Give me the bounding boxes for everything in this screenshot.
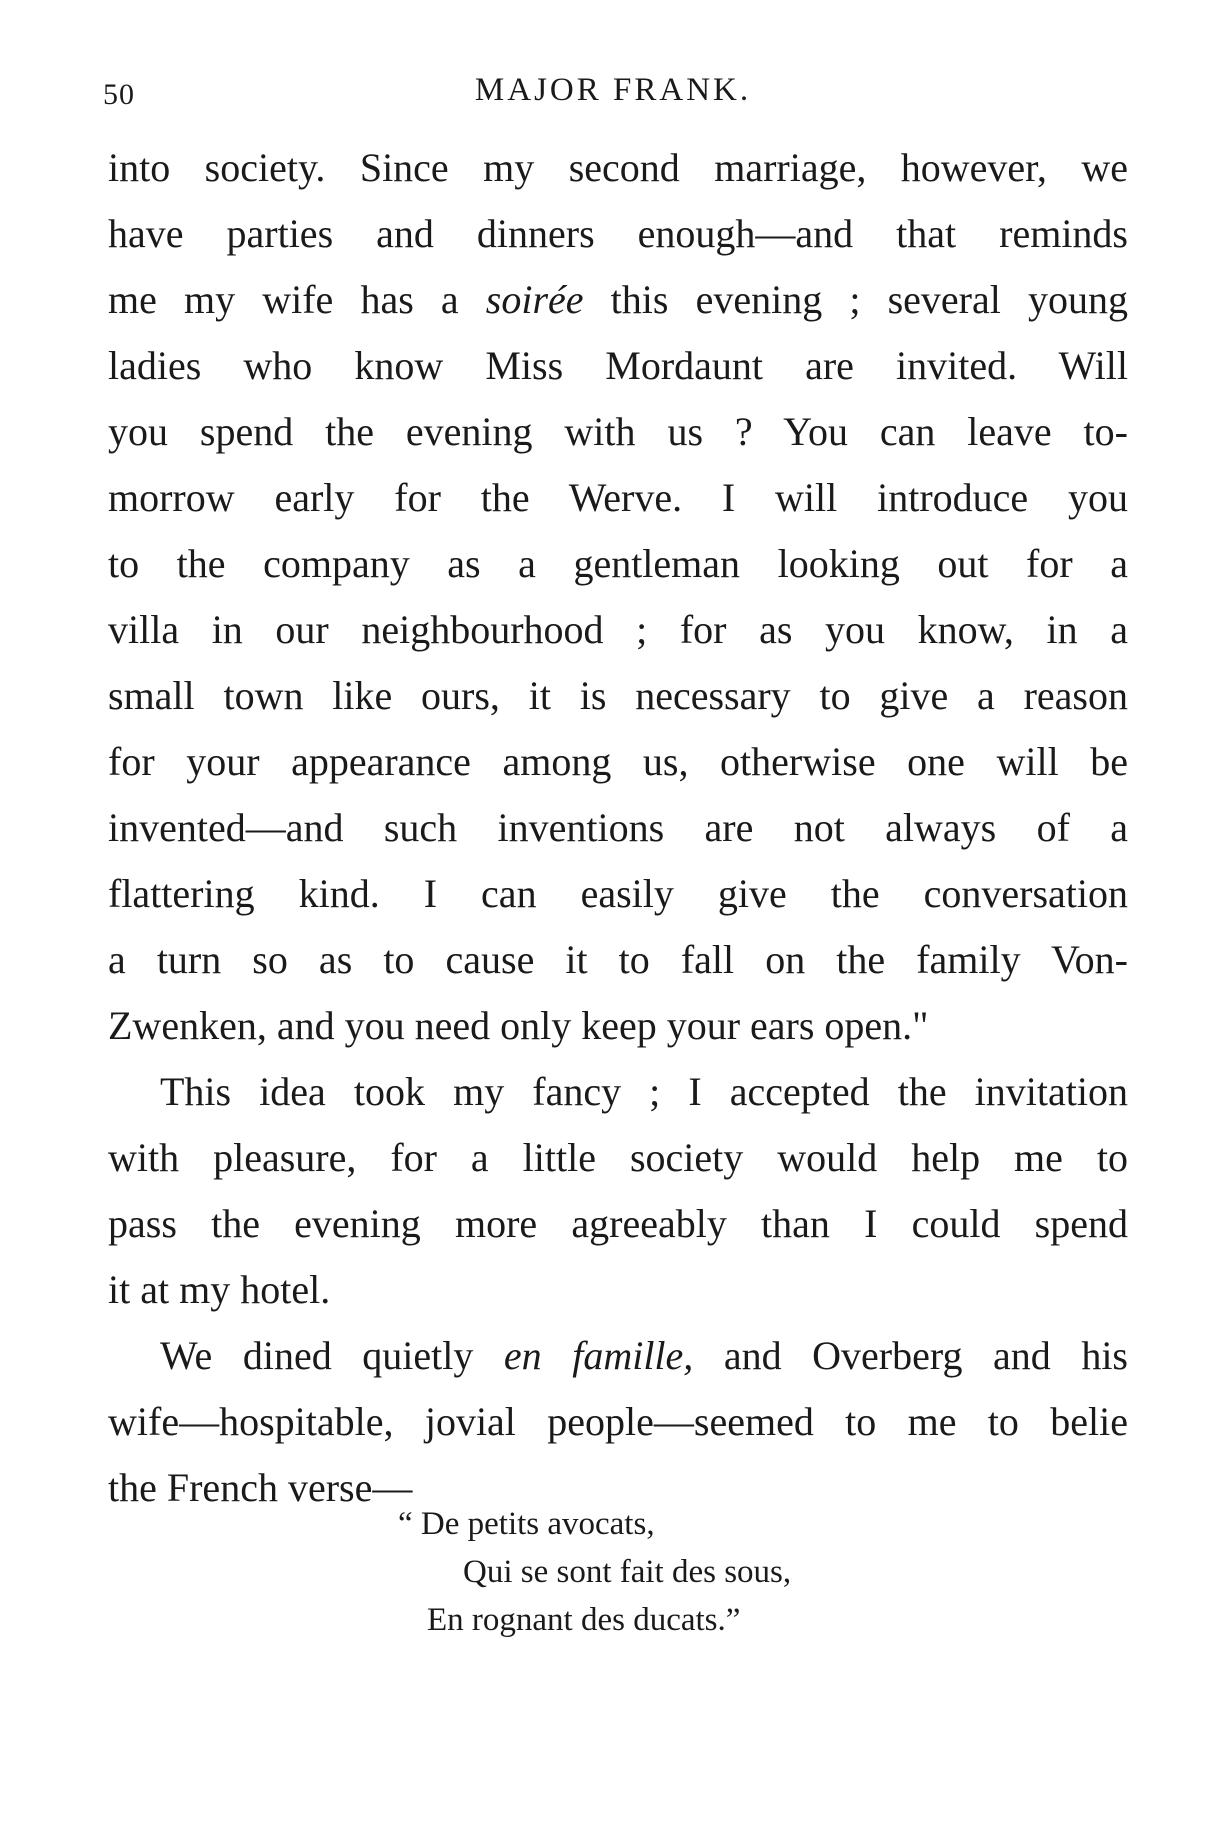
text-line: villa in our neighbourhood ; for as you know, in a bbox=[108, 607, 1128, 652]
text-line: Zwenken, and you need only keep your ears open." bbox=[108, 1003, 929, 1048]
text-line: ladies who know Miss Mordaunt are invited. Will bbox=[108, 343, 1128, 388]
text-line: with pleasure, for a little society would help me to bbox=[108, 1135, 1128, 1180]
text-line: This idea took my fancy ; I accepted the invitation bbox=[160, 1069, 1128, 1114]
body-text bbox=[108, 135, 1128, 1521]
text-line: the French verse— bbox=[108, 1465, 413, 1510]
running-title: MAJOR FRANK. bbox=[474, 72, 752, 108]
text-line bbox=[108, 267, 1128, 333]
text-line: morrow early for the Werve. I will introduce you bbox=[108, 475, 1128, 520]
verse-quote bbox=[0, 1500, 1226, 1644]
italic-phrase: en famille, bbox=[503, 1333, 694, 1378]
text-line bbox=[108, 1323, 1128, 1389]
paragraph-3 bbox=[108, 1323, 1128, 1521]
paragraph-2 bbox=[108, 1059, 1128, 1323]
text-line: invented—and such inventions are not always of a bbox=[108, 805, 1128, 850]
text-line: for your appearance among us, otherwise one will be bbox=[108, 739, 1128, 784]
page-number: 50 bbox=[103, 78, 135, 111]
verse-line: En rognant des ducats.” bbox=[427, 1602, 741, 1638]
verse-line: “ De petits avocats, bbox=[398, 1506, 655, 1542]
text-line: to the company as a gentleman looking out for a bbox=[108, 541, 1128, 586]
text-fragment: this evening ; several young bbox=[583, 277, 1128, 322]
text-line: into society. Since my second marriage, however, we bbox=[108, 145, 1128, 190]
text-line: you spend the evening with us ? You can leave to- bbox=[108, 409, 1128, 454]
text-line: pass the evening more agreeably than I could spend bbox=[108, 1201, 1128, 1246]
verse-line: Qui se sont fait des sous, bbox=[463, 1554, 792, 1590]
text-fragment: and Overberg and his bbox=[693, 1333, 1128, 1378]
text-fragment: We dined quietly bbox=[160, 1333, 504, 1378]
text-line: flattering kind. I can easily give the conversation bbox=[108, 871, 1128, 916]
italic-word: soirée bbox=[485, 277, 584, 322]
text-line: it at my hotel. bbox=[108, 1267, 331, 1312]
text-line: wife—hospitable, jovial people—seemed to me to belie bbox=[108, 1399, 1128, 1444]
paragraph-1 bbox=[108, 135, 1128, 1059]
text-line: small town like ours, it is necessary to give a reason bbox=[108, 673, 1128, 718]
text-fragment: me my wife has a bbox=[108, 277, 486, 322]
text-line: have parties and dinners enough—and that reminds bbox=[108, 211, 1128, 256]
text-line: a turn so as to cause it to fall on the family Von- bbox=[108, 937, 1128, 982]
